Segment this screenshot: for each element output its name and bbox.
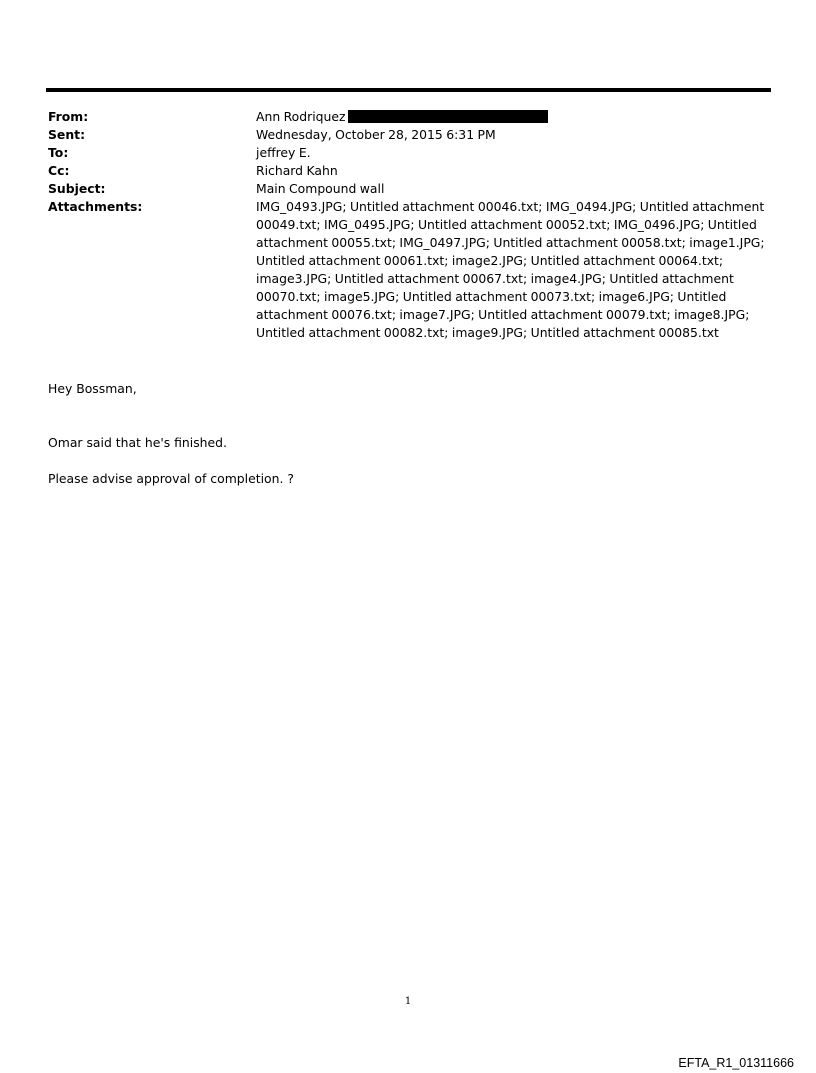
- page-number: 1: [404, 996, 412, 1007]
- email-greeting: Hey Bossman,: [48, 381, 137, 396]
- header-divider: [46, 88, 771, 92]
- from-value: Ann Rodriquez: [256, 109, 346, 124]
- bates-number: EFTA_R1_01311666: [678, 1056, 794, 1070]
- cc-row: [48, 162, 768, 180]
- cc-label: Cc:: [48, 163, 70, 178]
- email-headers: [48, 108, 768, 342]
- subject-value: Main Compound wall: [256, 181, 385, 196]
- redaction-box: [348, 110, 548, 123]
- email-body-line-2: Please advise approval of completion. ?: [48, 471, 294, 486]
- subject-row: [48, 180, 768, 198]
- to-row: [48, 144, 768, 162]
- attachments-value: IMG_0493.JPG; Untitled attachment 00046.txt; IMG_0494.JPG; Untitled attachment 00049.txt; IMG_0495.JPG; Untitled attachment 00052.txt; IMG_0496.JPG; Untitled attachment 00055.txt; IMG_0497.JPG; Untitled attachment 00058.txt; image1.JPG; Untitled attachment 00061.txt; image2.JPG; Untitled attachment 00064.txt; image3.JPG; Untitled attachment 00067.txt; image4.JPG; Untitled attachment 00070.txt; image5.JPG; Untitled attachment 00073.txt; image6.JPG; Untitled attachment 00076.txt; image7.JPG; Untitled attachment 00079.txt; image8.JPG; Untitled attachment 00082.txt; image9.JPG; Untitled attachment 00085.txt: [256, 199, 765, 340]
- from-label: From:: [48, 109, 89, 124]
- from-field: [256, 108, 768, 126]
- email-body-line-1: Omar said that he's finished.: [48, 435, 227, 450]
- attachments-label: Attachments:: [48, 199, 143, 214]
- sent-row: [48, 126, 768, 144]
- sent-label: Sent:: [48, 127, 86, 142]
- subject-label: Subject:: [48, 181, 106, 196]
- sent-value: Wednesday, October 28, 2015 6:31 PM: [256, 127, 496, 142]
- cc-value: Richard Kahn: [256, 163, 338, 178]
- from-row: [48, 108, 768, 126]
- to-value: jeffrey E.: [256, 145, 311, 160]
- attachments-row: [48, 198, 768, 342]
- to-label: To:: [48, 145, 69, 160]
